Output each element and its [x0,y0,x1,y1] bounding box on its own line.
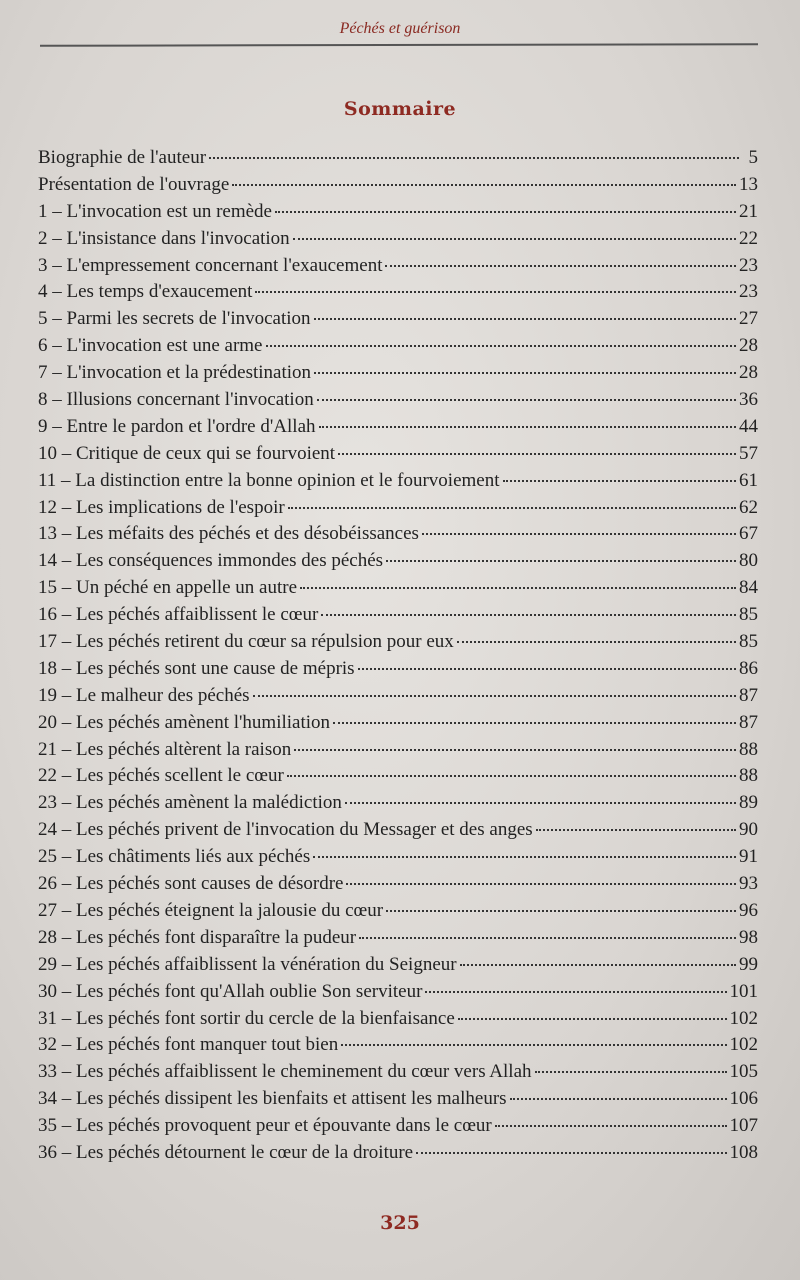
toc-dot-leader [266,345,737,347]
toc-entry-number: 13 [38,523,57,545]
toc-entry [38,279,758,306]
toc-entry-title: Les péchés font disparaître la pudeur [76,926,357,948]
toc-entry-page: 90 [739,819,758,841]
toc-entry-page: 88 [739,765,758,787]
toc-entry-separator: – [57,1007,76,1029]
toc-entry-title: Les péchés retirent du cœur sa répulsion pour eux [76,631,454,653]
toc-entry [38,548,758,575]
toc-entry-page: 98 [739,926,758,948]
toc-entry [38,710,758,737]
toc-dot-leader [317,399,736,401]
toc-entry-page: 62 [739,496,758,518]
toc-entry-separator: – [47,281,67,303]
toc-entry-title: L'invocation et la prédestination [66,362,312,384]
toc-dot-leader [386,560,736,562]
toc-entry-number: 25 [38,846,57,868]
toc-entry-separator: – [57,631,76,653]
toc-dot-leader [253,695,736,697]
toc-entry-number: 15 [38,577,57,599]
toc-entry-separator: – [47,308,67,330]
toc-entry-page: 86 [739,657,758,679]
table-of-contents [38,145,758,1167]
toc-entry [38,844,758,871]
toc-dot-leader [341,1044,726,1046]
toc-entry-separator: – [57,1034,76,1056]
toc-entry-title: Les péchés éteignent la jalousie du cœur [76,899,384,921]
toc-entry-number: 5 [38,308,48,330]
toc-entry-number: 7 [38,362,48,384]
toc-entry-separator: – [47,254,67,276]
toc-entry-separator: – [57,577,76,599]
toc-entry [38,387,758,414]
toc-entry-separator: – [57,980,76,1002]
page-title: Sommaire [343,98,457,120]
toc-entry-page: 99 [739,953,758,975]
toc-entry-number: 14 [38,550,57,572]
toc-entry-number: 4 [38,281,48,303]
toc-dot-leader [288,507,736,509]
toc-entry-title: Les péchés détournent le cœur de la droiture [76,1141,414,1163]
toc-entry-separator: – [57,523,76,545]
toc-dot-leader [275,211,736,213]
toc-entry [38,333,758,360]
toc-entry-title: Les péchés privent de l'invocation du Messager et des anges [76,819,533,841]
toc-entry [38,145,758,172]
toc-entry [38,575,758,602]
toc-entry-title: Les péchés affaiblissent le cœur [76,604,319,626]
toc-entry-page: 23 [739,254,758,276]
toc-entry-number: 32 [38,1034,57,1056]
toc-entry-separator: – [57,1061,76,1083]
toc-entry-number: 17 [38,631,57,653]
toc-entry-number: 24 [38,819,57,841]
toc-entry [38,253,758,280]
toc-entry-number: 18 [38,657,57,679]
toc-entry [38,952,758,979]
toc-entry-page: 93 [739,873,758,895]
toc-entry-title: Les péchés font manquer tout bien [76,1034,339,1056]
toc-entry-title: Biographie de l'auteur [38,147,207,168]
toc-dot-leader [416,1152,726,1154]
toc-entry [38,468,758,495]
toc-entry-separator: – [57,684,76,706]
toc-entry-title: Le malheur des péchés [76,684,250,706]
toc-entry [38,1113,758,1140]
toc-entry [38,871,758,898]
toc-entry [38,414,758,441]
toc-dot-leader [314,318,736,320]
toc-dot-leader [345,802,736,804]
toc-dot-leader [338,453,736,455]
toc-entry [38,199,758,226]
toc-entry-title: L'invocation est une arme [66,335,263,357]
toc-entry-separator: – [47,200,67,222]
toc-entry-number: 31 [38,1007,57,1029]
toc-entry-page: 85 [739,631,758,653]
toc-entry [38,1032,758,1059]
toc-entry-title: Les péchés affaiblissent la vénération du Seigneur [76,953,457,975]
toc-entry-title: L'empressement concernant l'exaucement [66,254,383,276]
toc-dot-leader [255,291,736,293]
toc-entry-page: 85 [739,604,758,626]
toc-entry [38,1086,758,1113]
toc-entry [38,360,758,387]
toc-entry-title: Un péché en appelle un autre [76,577,298,599]
toc-entry-number: 6 [38,335,48,357]
toc-entry [38,1140,758,1167]
toc-dot-leader [425,991,726,993]
toc-dot-leader [495,1125,727,1127]
toc-entry-title: Les péchés amènent la malédiction [76,792,342,814]
toc-entry-title: Les conséquences immondes des péchés [76,550,384,572]
toc-entry-page: 107 [729,1115,758,1137]
toc-dot-leader [294,749,736,751]
toc-entry-separator: – [47,415,67,437]
toc-entry-title: Les péchés font qu'Allah oublie Son serviteur [76,980,423,1002]
toc-entry-number: 20 [38,711,57,733]
toc-entry-page: 106 [729,1088,758,1110]
toc-entry-page: 23 [739,281,758,303]
toc-entry-separator: – [57,442,76,464]
toc-entry-separator: – [57,792,76,814]
toc-entry-separator: – [57,1141,76,1163]
toc-entry-title: Parmi les secrets de l'invocation [66,308,311,330]
toc-entry-page: 36 [739,389,758,411]
toc-entry [38,441,758,468]
toc-dot-leader [535,1071,727,1073]
toc-entry-page: 57 [739,442,758,464]
toc-entry-page: 89 [739,792,758,814]
toc-dot-leader [503,480,736,482]
toc-entry [38,629,758,656]
toc-entry [38,1006,758,1033]
toc-dot-leader [422,533,736,535]
toc-entry-title: Les péchés sont causes de désordre [76,873,344,895]
toc-entry-separator: – [56,469,76,491]
toc-entry-number: 21 [38,738,57,760]
toc-dot-leader [321,614,736,616]
toc-entry-separator: – [47,227,67,249]
toc-entry-title: Les méfaits des péchés et des désobéissances [76,523,419,545]
toc-entry-title: Les péchés scellent le cœur [76,765,284,787]
toc-entry-title: Les implications de l'espoir [76,496,285,518]
toc-entry-number: 34 [38,1088,57,1110]
toc-entry [38,495,758,522]
toc-entry-number: 23 [38,792,57,814]
toc-entry-page: 91 [739,846,758,868]
toc-entry-title: Entre le pardon et l'ordre d'Allah [66,415,316,437]
toc-entry-title: L'insistance dans l'invocation [66,227,290,249]
toc-entry-page: 96 [739,899,758,921]
toc-dot-leader [319,426,736,428]
toc-entry-title: Les péchés altèrent la raison [76,738,292,760]
toc-entry-separator: – [47,389,67,411]
toc-dot-leader [313,856,736,858]
toc-entry [38,602,758,629]
toc-entry [38,898,758,925]
toc-entry [38,925,758,952]
toc-entry-title: Les péchés dissipent les bienfaits et attisent les malheurs [76,1088,507,1110]
toc-dot-leader [385,265,736,267]
toc-entry [38,172,758,199]
toc-entry-separator: – [57,899,76,921]
toc-dot-leader [359,937,736,939]
toc-entry-page: 22 [739,227,758,249]
toc-entry [38,683,758,710]
toc-entry-number: 11 [38,469,57,491]
toc-dot-leader [358,668,736,670]
toc-entry [38,979,758,1006]
toc-dot-leader [536,829,736,831]
toc-entry-title: Présentation de l'ouvrage [38,173,230,195]
toc-entry-page: 87 [739,711,758,733]
toc-entry [38,521,758,548]
toc-entry-number: 36 [38,1141,57,1163]
toc-entry [38,817,758,844]
toc-entry-page: 87 [739,684,758,706]
toc-entry-page: 102 [729,1034,758,1056]
toc-entry-number: 19 [38,684,57,706]
toc-entry-separator: – [47,362,67,384]
toc-dot-leader [209,157,739,159]
toc-entry-title: Les péchés font sortir du cercle de la bienfaisance [76,1007,455,1029]
toc-entry-number: 10 [38,442,57,464]
toc-dot-leader [314,372,736,374]
toc-entry-page: 44 [739,415,758,437]
toc-dot-leader [287,775,736,777]
toc-dot-leader [293,238,736,240]
toc-entry-separator: – [57,846,76,868]
toc-entry-separator: – [57,1088,76,1110]
toc-entry-title: Illusions concernant l'invocation [66,389,314,411]
toc-entry-title: Critique de ceux qui se fourvoient [76,442,336,464]
toc-entry-separator: – [57,1115,76,1137]
toc-entry-page: 28 [739,362,758,384]
toc-entry [38,763,758,790]
running-head: Péchés et guérison [339,20,461,37]
toc-entry-title: Les châtiments liés aux péchés [76,846,311,868]
toc-entry-separator: – [57,926,76,948]
toc-entry-title: Les péchés affaiblissent le cheminement du cœur vers Allah [76,1061,532,1083]
toc-entry [38,1059,758,1086]
toc-entry-number: 2 [38,227,48,249]
toc-dot-leader [458,1018,727,1020]
toc-entry-page: 13 [739,173,758,195]
toc-entry-title: Les péchés sont une cause de mépris [76,657,355,679]
toc-entry-separator: – [57,873,76,895]
toc-dot-leader [300,587,736,589]
toc-entry-page: 80 [739,550,758,572]
toc-entry-title: L'invocation est un remède [66,200,272,222]
toc-entry-separator: – [57,953,76,975]
toc-entry-number: 27 [38,899,57,921]
toc-entry-number: 8 [38,389,48,411]
toc-entry-title: Les péchés amènent l'humiliation [76,711,331,733]
toc-entry [38,790,758,817]
toc-entry-number: 9 [38,415,48,437]
toc-entry-separator: – [57,604,76,626]
toc-dot-leader [346,883,736,885]
toc-entry-separator: – [57,496,76,518]
toc-entry [38,226,758,253]
toc-entry-number: 22 [38,765,57,787]
toc-entry-separator: – [47,335,67,357]
toc-dot-leader [333,722,736,724]
toc-entry-page: 108 [729,1141,758,1163]
toc-entry-number: 26 [38,873,57,895]
toc-entry [38,656,758,683]
toc-entry-page: 102 [729,1007,758,1029]
toc-dot-leader [460,964,736,966]
toc-entry-number: 12 [38,496,57,518]
toc-entry-title: La distinction entre la bonne opinion et le fourvoiement [75,469,500,491]
toc-dot-leader [386,910,736,912]
toc-dot-leader [510,1098,727,1100]
toc-dot-leader [457,641,736,643]
toc-entry-title: Les péchés provoquent peur et épouvante dans le cœur [76,1115,492,1137]
header-rule [40,43,758,47]
toc-entry-number: 33 [38,1061,57,1083]
toc-entry-page: 105 [729,1061,758,1083]
toc-entry-page: 5 [748,147,758,168]
toc-entry-separator: – [57,819,76,841]
toc-entry-page: 84 [739,577,758,599]
toc-entry [38,737,758,764]
toc-entry-number: 16 [38,604,57,626]
toc-entry-page: 88 [739,738,758,760]
toc-entry-page: 21 [739,200,758,222]
toc-entry-number: 3 [38,254,48,276]
toc-entry-separator: – [57,550,76,572]
toc-entry-separator: – [57,657,76,679]
toc-entry-page: 101 [729,980,758,1002]
toc-dot-leader [232,184,736,186]
toc-entry-page: 27 [739,308,758,330]
toc-entry-separator: – [57,765,76,787]
toc-entry-page: 28 [739,335,758,357]
toc-entry-page: 61 [739,469,758,491]
toc-entry-number: 29 [38,953,57,975]
toc-entry-page: 67 [739,523,758,545]
page-number: 325 [380,1212,420,1234]
toc-entry [38,306,758,333]
toc-entry-separator: – [57,711,76,733]
toc-entry-number: 1 [38,200,48,222]
toc-entry-number: 30 [38,980,57,1002]
toc-entry-number: 28 [38,926,57,948]
toc-entry-title: Les temps d'exaucement [66,281,253,303]
toc-entry-number: 35 [38,1115,57,1137]
toc-entry-separator: – [57,738,76,760]
